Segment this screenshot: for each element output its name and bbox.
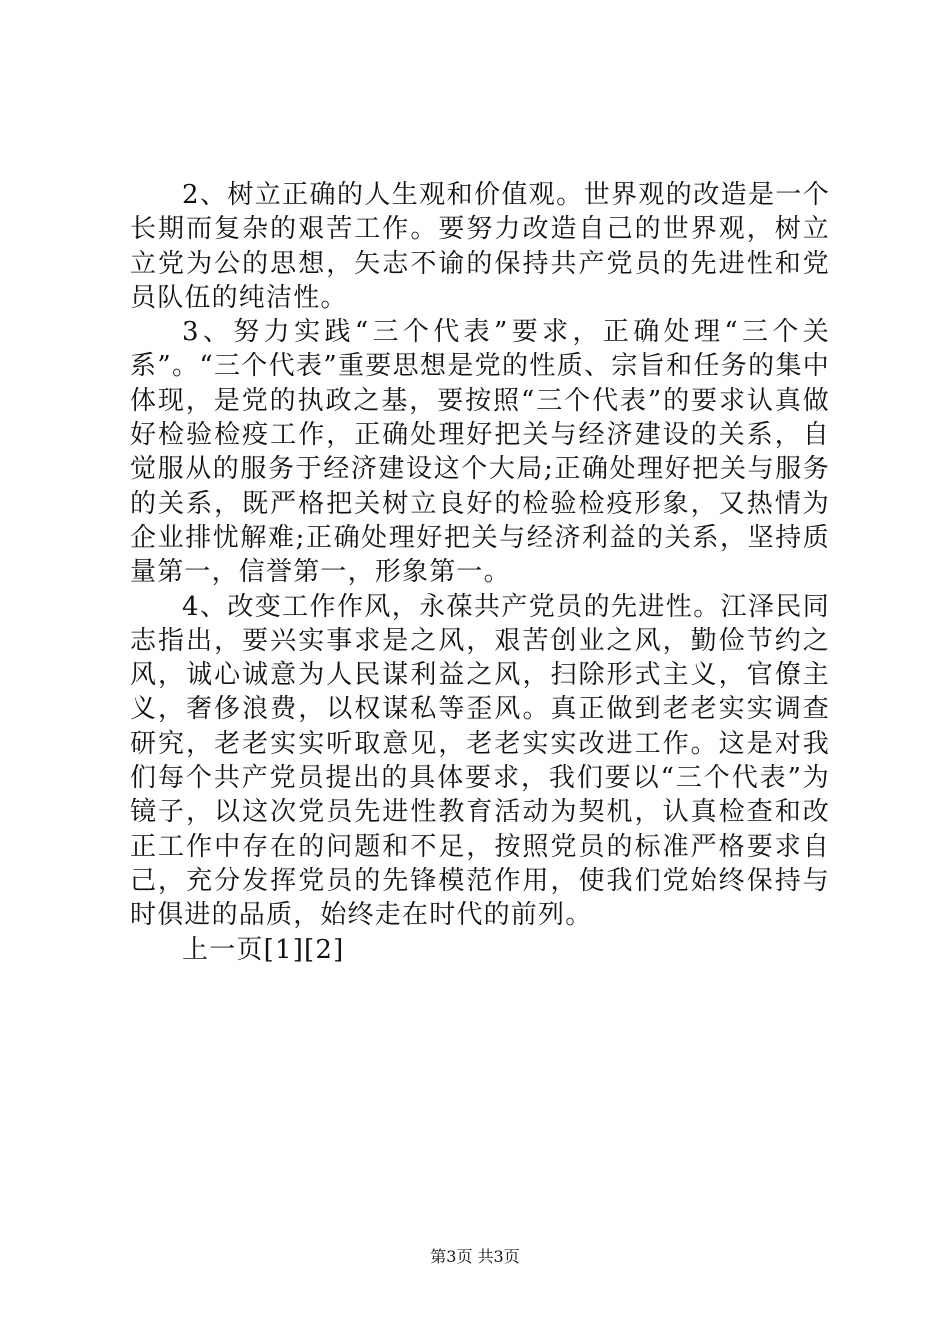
paragraph-4: 4、改变工作作风，永葆共产党员的先进性。江泽民同志指出，要兴实事求是之风，艰苦创业之风，勤俭节约之风，诚心诚意为人民谋利益之风，扫除形式主义，官僚主义，奢侈浪费，以权谋私等歪风。真正做到老老实实调查研究，老老实实听取意见，老老实实改进工作。这是对我们每个共产党员提出的具体要求，我们要以“三个代表”为镜子，以这次党员先进性教育活动为契机，认真检查和改正工作中存在的问题和不足，按照党员的标准严格要求自己，充分发挥党员的先锋模范作用，使我们党始终保持与时俱进的品质，始终走在时代的前列。 — [130, 591, 830, 931]
prev-page-link[interactable]: 上一页 — [182, 934, 264, 965]
page-link-2[interactable]: [2] — [304, 934, 345, 965]
paragraph-2: 2、树立正确的人生观和价值观。世界观的改造是一个长期而复杂的艰苦工作。要努力改造自己的世界观，树立立党为公的思想，矢志不谕的保持共产党员的先进性和党员队伍的纯洁性。 — [130, 180, 830, 313]
page-navigation — [130, 933, 830, 967]
page-footer: 第3页 共3页 — [430, 1247, 520, 1266]
document-body — [130, 178, 830, 967]
page-link-1[interactable]: [1] — [263, 934, 305, 965]
paragraph-3: 3、努力实践“三个代表”要求，正确处理“三个关系”。“三个代表”重要思想是党的性质、宗旨和任务的集中体现，是党的执政之基，要按照“三个代表”的要求认真做好检验检疫工作，正确处理好把关与经济建设的关系，自觉服从的服务于经济建设这个大局;正确处理好把关与服务的关系，既严格把关树立良好的检验检疫形象，又热情为企业排忧解难;正确处理好把关与经济利益的关系，坚持质量第一，信誉第一，形象第一。 — [130, 317, 830, 588]
